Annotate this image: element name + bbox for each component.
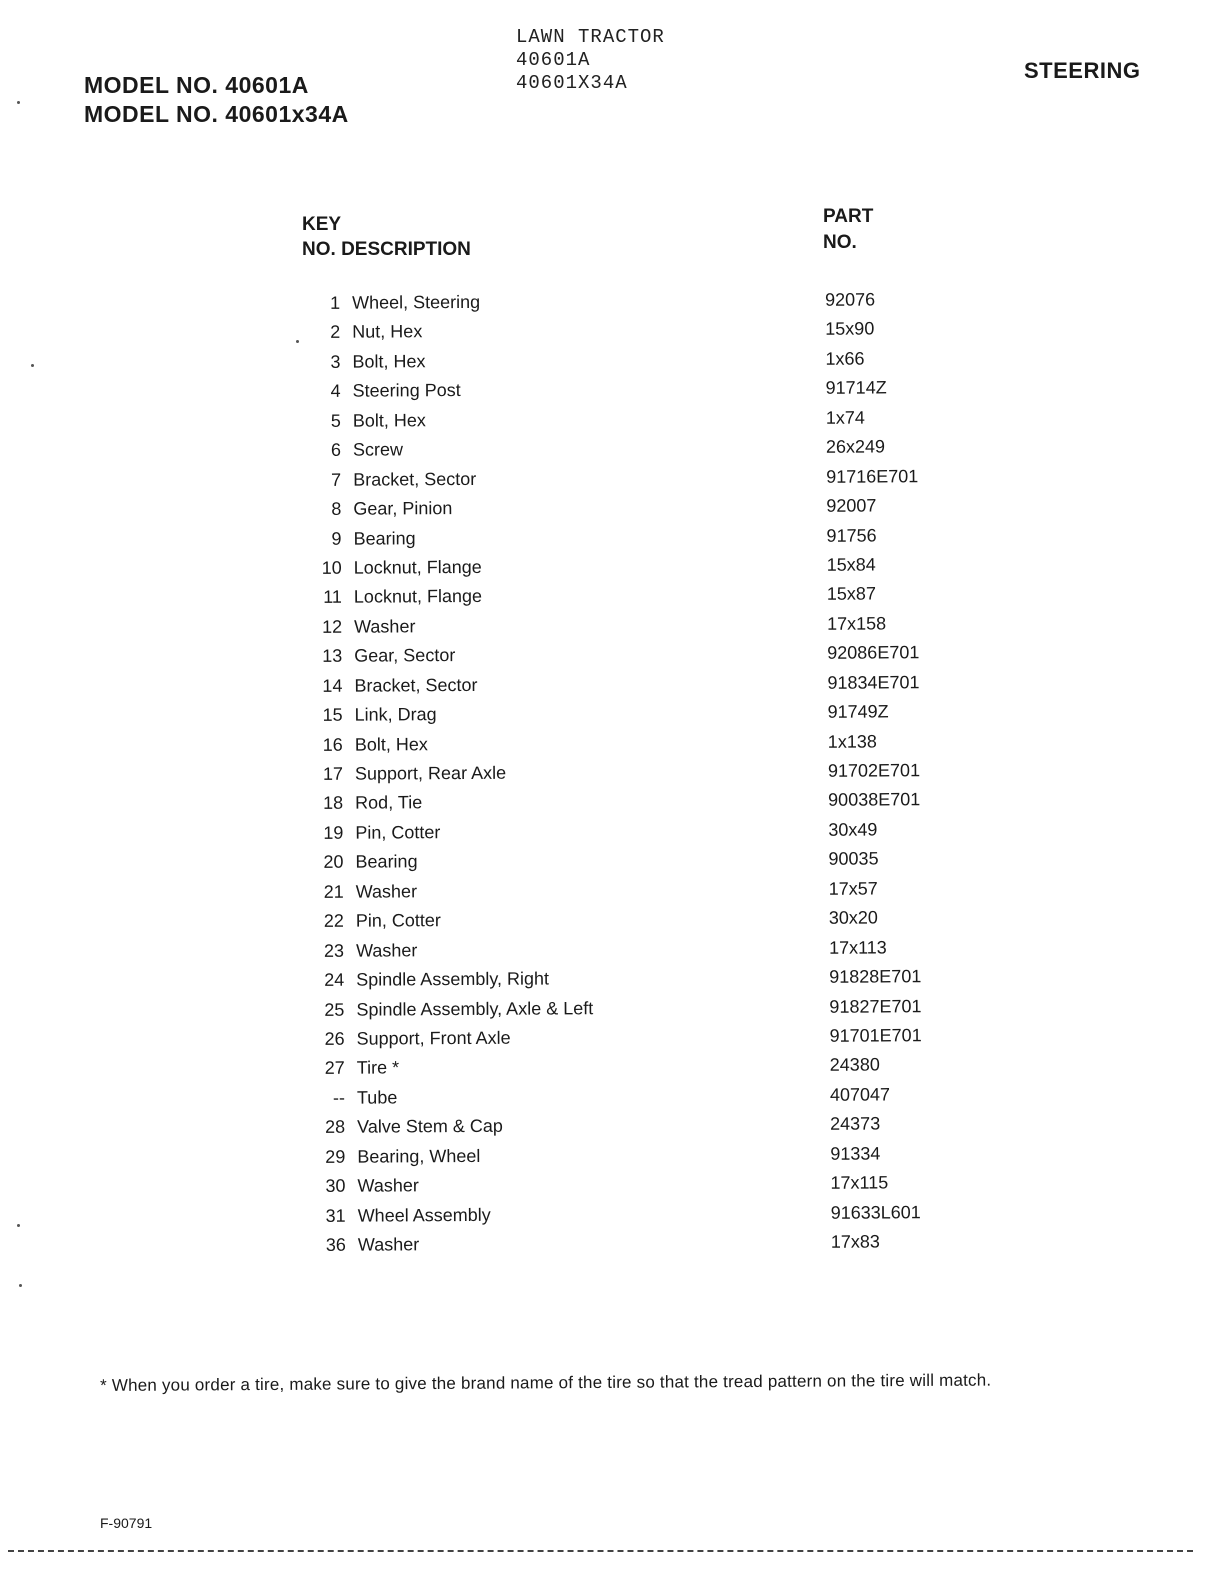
part-number: 17x57 [828,878,878,899]
key-number: 1 [330,292,341,313]
key-number: 14 [322,675,343,696]
key-number: 20 [323,852,344,873]
key-no-label: NO. [302,239,336,260]
parts-row [304,932,1004,966]
key-number: 26 [324,1028,345,1049]
parts-row [300,285,1000,319]
part-number: 24373 [830,1113,881,1135]
form-number: F-90791 [100,1515,153,1531]
part-number: 91334 [830,1143,881,1164]
tire-footnote: * When you order a tire, make sure to give the brand name of the tire so that the tread pattern on the tire will match. [100,1370,992,1395]
key-number: 29 [325,1146,346,1167]
parts-row [303,785,1003,819]
part-description: Bearing [353,527,416,549]
parts-row [303,726,1003,760]
parts-row [301,520,1001,554]
parts-row [303,815,1003,849]
part-column-header [823,200,873,259]
key-number: 7 [331,469,342,490]
part-description: Pin, Cotter [355,910,441,931]
part-description: Bearing, Wheel [357,1145,481,1167]
parts-row [302,667,1002,701]
part-description: Steering Post [352,380,461,401]
description-column-header [302,233,471,266]
description-label: DESCRIPTION [341,239,471,260]
part-number: 17x83 [830,1231,880,1252]
key-number: 11 [323,587,342,608]
part-description: Bolt, Hex [352,409,426,431]
key-number: 19 [323,822,344,843]
parts-row [304,873,1004,907]
parts-row [304,903,1004,937]
part-number: 1x138 [827,731,877,752]
part-description: Washer [354,616,416,637]
part-number: 1x74 [825,407,865,428]
key-number: 15 [322,704,343,725]
parts-row [302,550,1002,584]
part-number: 92007 [826,495,877,516]
part-description: Locknut, Flange [353,556,482,578]
part-number: 91749Z [827,701,889,722]
part-number: 90035 [828,848,879,870]
part-number: 17x158 [826,613,887,634]
key-number: 30 [325,1175,346,1196]
part-description: Bolt, Hex [354,733,428,755]
part-number: 15x87 [826,583,876,605]
scan-edge-line [8,1550,1193,1552]
part-description: Tire * [356,1057,400,1079]
key-number: 10 [321,557,342,578]
part-description: Bracket, Sector [353,468,477,490]
parts-row [304,991,1004,1025]
part-number: 91756 [826,524,877,546]
key-number: 36 [325,1234,346,1255]
part-description: Bracket, Sector [354,674,478,696]
part-number: 92076 [825,289,876,310]
model-number-2: MODEL NO. 40601x34A [84,101,349,127]
parts-row [306,1197,1006,1231]
part-description: Bearing [355,851,418,872]
part-number: 91716E701 [826,465,919,487]
key-number: 5 [330,410,341,431]
part-number: 26x249 [825,436,886,457]
part-number: 407047 [829,1084,891,1105]
key-number: 31 [325,1205,346,1226]
part-description: Washer [355,881,418,902]
key-number: 28 [325,1116,346,1138]
parts-row [302,609,1002,643]
part-description: Screw [352,439,404,460]
parts-row [301,432,1001,466]
part-description: Gear, Pinion [353,498,453,519]
parts-row [302,638,1002,672]
parts-row [305,1138,1005,1172]
parts-row [303,697,1003,731]
scan-speck [17,1224,20,1227]
parts-row [301,491,1001,525]
part-description: Wheel Assembly [357,1204,491,1226]
parts-row [301,461,1001,495]
part-description: Spindle Assembly, Axle & Left [356,997,594,1020]
part-description: Bolt, Hex [352,351,426,372]
key-number: 27 [324,1058,345,1079]
parts-list [300,285,1006,1261]
part-description: Support, Front Axle [356,1027,511,1049]
part-description: Link, Drag [354,704,437,725]
part-number: 92086E701 [827,642,920,664]
part-description: Pin, Cotter [355,822,441,843]
part-description: Spindle Assembly, Right [356,968,550,990]
part-number: 91834E701 [827,671,920,693]
parts-row [305,1168,1005,1202]
part-number: 24380 [829,1054,880,1076]
key-number: 8 [331,498,342,519]
key-number: 23 [323,940,345,961]
stamp-model-2: 40601X34A [516,72,628,94]
parts-row [302,579,1002,613]
part-number: 30x49 [828,819,878,840]
part-description: Nut, Hex [352,321,423,343]
key-column-header: KEY [302,214,342,235]
parts-row [305,1050,1005,1084]
parts-row [305,1080,1005,1114]
part-description: Rod, Tie [355,792,423,814]
scan-speck [296,340,299,343]
part-number: 91714Z [825,377,887,399]
parts-row [300,344,1000,378]
key-number: 17 [322,763,344,784]
part-number: 17x113 [828,937,887,958]
part-number: 17x115 [830,1172,889,1193]
scan-speck [19,1284,22,1287]
parts-row [306,1227,1006,1261]
part-description: Support, Rear Axle [354,762,507,784]
key-number: 24 [324,969,345,990]
part-description: Washer [355,939,418,961]
parts-row [300,314,1000,348]
part-label: PART [823,206,874,227]
part-description: Tube [356,1087,398,1108]
key-number: 2 [330,322,341,343]
parts-row [301,373,1001,407]
part-description: Wheel, Steering [352,291,481,313]
stamp-model-1: 40601A [516,49,591,71]
part-number: 90038E701 [828,789,921,811]
part-no-label: NO. [823,232,857,253]
part-number: 15x84 [826,554,876,575]
model-number-1: MODEL NO. 40601A [84,72,309,98]
part-description: Gear, Sector [354,645,456,666]
key-number: 13 [322,645,343,667]
part-number: 91827E701 [829,995,922,1017]
part-number: 91701E701 [829,1025,922,1046]
parts-row [304,1021,1004,1055]
part-number: 91633L601 [830,1201,921,1223]
key-number: 18 [323,793,344,814]
key-number: -- [332,1087,346,1108]
part-description: Washer [357,1175,419,1196]
scan-speck [31,364,34,367]
scan-speck [17,101,20,104]
key-number: 22 [323,910,344,932]
part-number: 91828E701 [829,966,922,987]
part-number: 1x66 [825,348,865,369]
key-number: 9 [331,528,342,549]
key-number: 12 [321,616,343,637]
parts-row [303,844,1003,878]
key-number: 4 [330,381,341,402]
key-number: 21 [323,881,344,902]
part-number: 15x90 [825,318,875,340]
parts-row [305,1109,1005,1143]
key-number: 6 [330,439,342,461]
part-description: Washer [357,1234,420,1255]
key-number: 25 [324,999,345,1020]
key-number: 16 [322,734,343,755]
part-number: 91702E701 [827,760,921,781]
parts-row [304,962,1004,996]
parts-row [301,402,1001,436]
model-stamp [516,26,665,95]
key-number: 3 [330,351,341,372]
parts-row [303,756,1003,790]
part-description: Locknut, Flange [353,586,483,608]
part-number: 30x20 [828,907,878,928]
section-title: STEERING [1024,58,1141,83]
stamp-product: LAWN TRACTOR [516,26,665,48]
part-description: Valve Stem & Cap [357,1116,503,1137]
